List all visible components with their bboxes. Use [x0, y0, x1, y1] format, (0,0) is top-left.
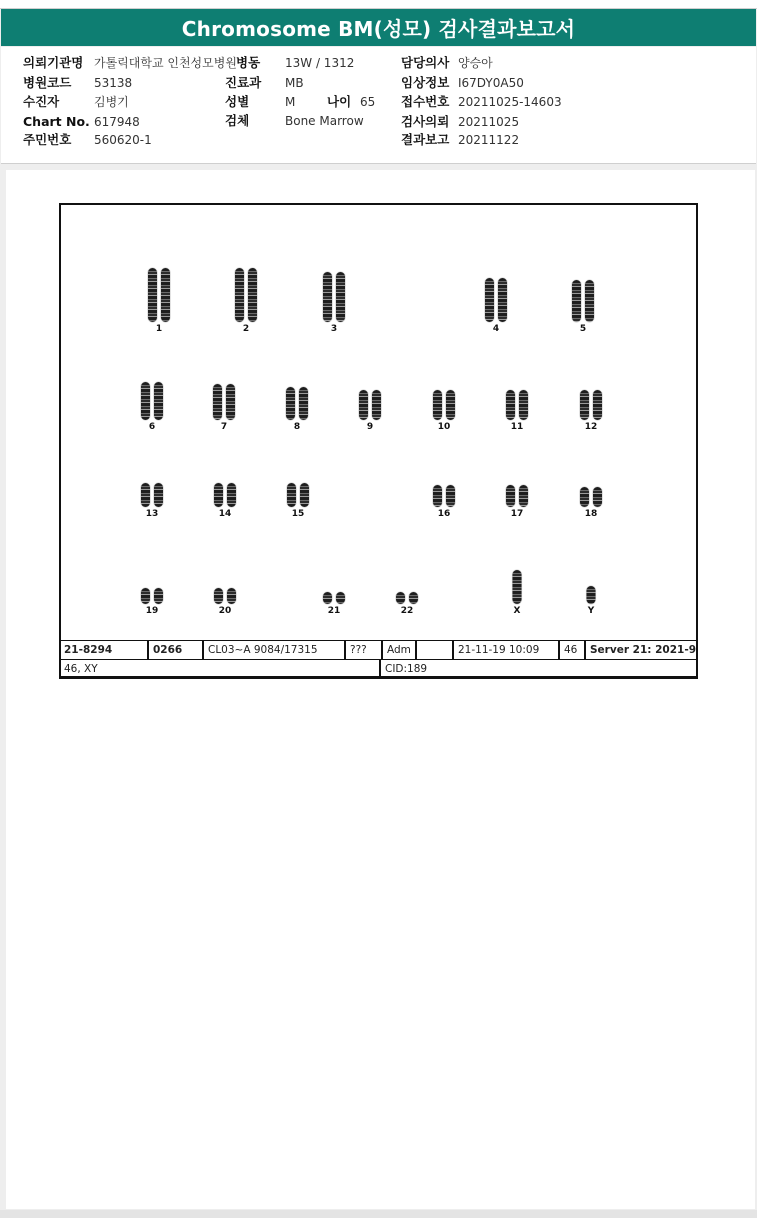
- chromosome: [154, 588, 163, 604]
- result-report-label: 결과보고: [401, 132, 450, 147]
- top-strip: [0, 0, 757, 9]
- chromosome: [299, 387, 308, 420]
- chromosome-label: 14: [218, 509, 232, 519]
- chromosome-label: 19: [145, 606, 159, 616]
- accession-no-label: 접수번호: [401, 94, 450, 109]
- sex-value: M: [285, 95, 296, 109]
- cell-id-cell: CL03~A 9084/17315: [203, 640, 345, 660]
- chromosome-bars: [580, 390, 602, 420]
- ward-label: 병동: [236, 55, 261, 70]
- specimen-label: 검체: [225, 113, 250, 128]
- chromosome-bars: [580, 487, 602, 507]
- chromosome-label: Y: [587, 606, 595, 616]
- ward-value: 13W / 1312: [285, 56, 355, 70]
- chromosome: [580, 487, 589, 507]
- chromosome: [154, 382, 163, 420]
- chromosome-bars: [214, 483, 236, 507]
- age-value: 65: [360, 95, 376, 109]
- chromosome: [593, 487, 602, 507]
- chromosome-label: 16: [437, 509, 451, 519]
- chromosome: [396, 592, 405, 604]
- chromosome-bars: [141, 382, 163, 420]
- chromosome: [587, 586, 596, 604]
- chromosome-label: 12: [584, 422, 598, 432]
- bottom-strip: [0, 1210, 757, 1218]
- chromosome: [506, 390, 515, 420]
- physician-label: 담당의사: [401, 55, 450, 70]
- chromosome-bars: [323, 272, 345, 322]
- chromosome-label: 9: [366, 422, 374, 432]
- chromosome-label: 7: [220, 422, 228, 432]
- chromosome: [409, 592, 418, 604]
- sex-label: 성별: [225, 94, 250, 109]
- server-cell: Server 21: 2021-9: [585, 640, 698, 660]
- chromosome: [485, 278, 494, 322]
- chromosome-label: 21: [327, 606, 341, 616]
- chromosome: [336, 272, 345, 322]
- chromosome: [372, 390, 381, 420]
- chromosome: [336, 592, 345, 604]
- chromosome: [513, 570, 522, 604]
- chromosome-label: 5: [579, 324, 587, 334]
- result-report-value: 20211122: [458, 133, 520, 147]
- karyogram-image: [59, 203, 698, 678]
- chromosome-label: 20: [218, 606, 232, 616]
- karyotype-result-cell: 46, XY: [59, 659, 380, 679]
- chromosome: [580, 390, 589, 420]
- chromosome: [235, 268, 244, 322]
- specimen-value: Bone Marrow: [285, 114, 364, 128]
- physician-value: 양승아: [458, 56, 493, 70]
- karyogram-footer-row-2: [59, 659, 698, 679]
- chromosome: [227, 483, 236, 507]
- chromosome: [161, 268, 170, 322]
- report-title: Chromosome BM(성모) 검사결과보고서: [1, 9, 756, 46]
- chromosome-bars: [396, 592, 418, 604]
- chromosome-bars: [506, 390, 528, 420]
- chromosome: [433, 390, 442, 420]
- chromosome: [446, 485, 455, 507]
- chromosome-label: 22: [400, 606, 414, 616]
- chromosome-label: 11: [510, 422, 524, 432]
- operator-cell: Adm: [382, 640, 416, 660]
- chromosome: [323, 592, 332, 604]
- chromosome-bars: [287, 483, 309, 507]
- chromosome-bars: [506, 485, 528, 507]
- age-label: 나이: [327, 94, 352, 109]
- chromosome-bars: [485, 278, 507, 322]
- empty-cell: [416, 640, 453, 660]
- chromosome: [572, 280, 581, 322]
- chromosome: [323, 272, 332, 322]
- chromosome: [226, 384, 235, 420]
- chromosome: [446, 390, 455, 420]
- hospital-code-label: 병원코드: [23, 75, 72, 90]
- chromosome-bars: [141, 588, 163, 604]
- chromosome-label: 13: [145, 509, 159, 519]
- patient-name-value: 김병기: [94, 95, 129, 109]
- chromosome-label: 2: [242, 324, 250, 334]
- chromosome: [498, 278, 507, 322]
- chart-no-label: Chart No.: [23, 114, 90, 129]
- clinical-info-value: I67DY0A50: [458, 76, 524, 90]
- datetime-cell: 21-11-19 10:09: [453, 640, 559, 660]
- patient-name-label: 수진자: [23, 94, 60, 109]
- chromosome: [359, 390, 368, 420]
- chromosome: [148, 268, 157, 322]
- accession-no-value: 20211025-14603: [458, 95, 562, 109]
- chromosome-bars: [214, 588, 236, 604]
- chromosome: [141, 382, 150, 420]
- case-number-cell: 21-8294: [59, 640, 148, 660]
- chromosome: [506, 485, 515, 507]
- department-value: MB: [285, 76, 304, 90]
- chromosome-label: 8: [293, 422, 301, 432]
- chromosome-bars: [141, 483, 163, 507]
- chromosome-bars: [513, 570, 522, 604]
- chromosome: [433, 485, 442, 507]
- chart-no-value: 617948: [94, 115, 140, 129]
- chromosome-bars: [323, 592, 345, 604]
- unknown-cell: ???: [345, 640, 382, 660]
- chromosome-bars: [148, 268, 170, 322]
- chromosome-label: 18: [584, 509, 598, 519]
- chromosome-label: 10: [437, 422, 451, 432]
- chromosome: [585, 280, 594, 322]
- slide-number-cell: 0266: [148, 640, 203, 660]
- chromosome-label: 17: [510, 509, 524, 519]
- chromosome: [287, 483, 296, 507]
- chromosome-label: 15: [291, 509, 305, 519]
- chromosome: [227, 588, 236, 604]
- hospital-code-value: 53138: [94, 76, 133, 90]
- chromosome-count-cell: 46: [559, 640, 585, 660]
- chromosome: [141, 483, 150, 507]
- chromosome-bars: [572, 280, 594, 322]
- test-request-value: 20211025: [458, 115, 520, 129]
- chromosome: [154, 483, 163, 507]
- cid-cell: CID:189: [380, 659, 698, 679]
- chromosome: [519, 485, 528, 507]
- chromosome-bars: [286, 387, 308, 420]
- chromosome: [300, 483, 309, 507]
- chromosome: [593, 390, 602, 420]
- chromosome: [214, 483, 223, 507]
- clinical-info-label: 임상정보: [401, 75, 450, 90]
- karyogram-footer-row-1: [59, 640, 698, 660]
- chromosome-bars: [213, 384, 235, 420]
- chromosome-bars: [433, 485, 455, 507]
- chromosome-label: 3: [330, 324, 338, 334]
- chromosome-label: 1: [155, 324, 163, 334]
- institution-value: 가톨릭대학교 인천성모병원: [94, 56, 237, 70]
- chromosome: [248, 268, 257, 322]
- chromosome: [213, 384, 222, 420]
- chromosome: [286, 387, 295, 420]
- chromosome: [519, 390, 528, 420]
- chromosome-bars: [235, 268, 257, 322]
- chromosome-bars: [587, 586, 596, 604]
- department-label: 진료과: [225, 75, 262, 90]
- resident-no-label: 주민번호: [23, 132, 72, 147]
- test-request-label: 검사의뢰: [401, 114, 450, 129]
- resident-no-value: 560620-1: [94, 133, 152, 147]
- chromosome-label: 6: [148, 422, 156, 432]
- chromosome-label: X: [513, 606, 521, 616]
- institution-label: 의뢰기관명: [23, 55, 84, 70]
- chromosome: [214, 588, 223, 604]
- chromosome: [141, 588, 150, 604]
- chromosome-label: 4: [492, 324, 500, 334]
- patient-info-panel: [1, 47, 756, 164]
- chromosome-bars: [359, 390, 381, 420]
- chromosome-bars: [433, 390, 455, 420]
